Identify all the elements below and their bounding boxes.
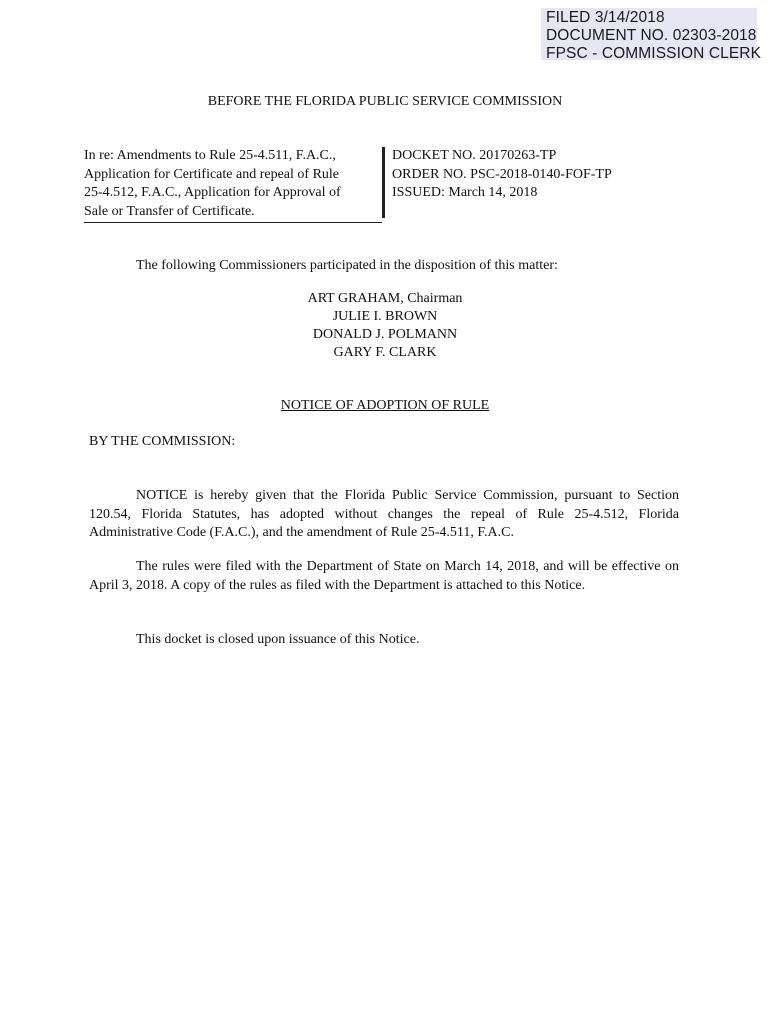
filing-stamp <box>541 8 762 62</box>
participants-intro: The following Commissioners participated in the disposition of this matter: <box>136 258 558 273</box>
filing-paragraph: The rules were filed with the Department of State on March 14, 2018, and will be effective on April 3, 2018. A copy of the rules as filed with the Department is attached to this Notice. <box>89 559 679 593</box>
by-the-commission: BY THE COMMISSION: <box>89 434 236 449</box>
caption-line: 25-4.512, F.A.C., Application for Approval of <box>84 185 341 200</box>
stamp-document-number: DOCUMENT NO. 02303-2018 <box>546 27 757 44</box>
commissioner-name: JULIE I. BROWN <box>332 309 438 324</box>
notice-paragraph: NOTICE is hereby given that the Florida Public Service Commission, pursuant to Section 120.54, Florida Statutes, has adopted without changes the repeal of Rule 25-4.512, Florida Administrative Code (F.A.C.), and the amendment of Rule 25-4.511, F.A.C. <box>89 488 679 540</box>
caption-line: Sale or Transfer of Certificate. <box>84 203 255 219</box>
commissioner-name: GARY F. CLARK <box>333 345 437 360</box>
commissioner-name: ART GRAHAM, Chairman <box>307 291 463 306</box>
stamp-filed-date: FILED 3/14/2018 <box>546 9 665 26</box>
caption-line: In re: Amendments to Rule 25-4.511, F.A.C., <box>84 148 336 163</box>
document-heading: BEFORE THE FLORIDA PUBLIC SERVICE COMMISSION <box>207 94 563 109</box>
docket-number: DOCKET NO. 20170263-TP <box>392 148 557 163</box>
commissioner-name: DONALD J. POLMANN <box>312 327 458 342</box>
stamp-clerk: FPSC - COMMISSION CLERK <box>546 45 762 62</box>
notice-title: NOTICE OF ADOPTION OF RULE <box>280 398 490 413</box>
case-caption <box>84 147 382 223</box>
closing-paragraph: This docket is closed upon issuance of this Notice. <box>136 632 420 647</box>
commissioners-list <box>0 290 770 362</box>
docket-info <box>392 147 752 203</box>
caption-divider <box>382 147 385 218</box>
caption-line: Application for Certificate and repeal of Rule <box>84 166 340 182</box>
order-number: ORDER NO. PSC-2018-0140-FOF-TP <box>392 166 612 182</box>
issued-date: ISSUED: March 14, 2018 <box>392 185 538 200</box>
